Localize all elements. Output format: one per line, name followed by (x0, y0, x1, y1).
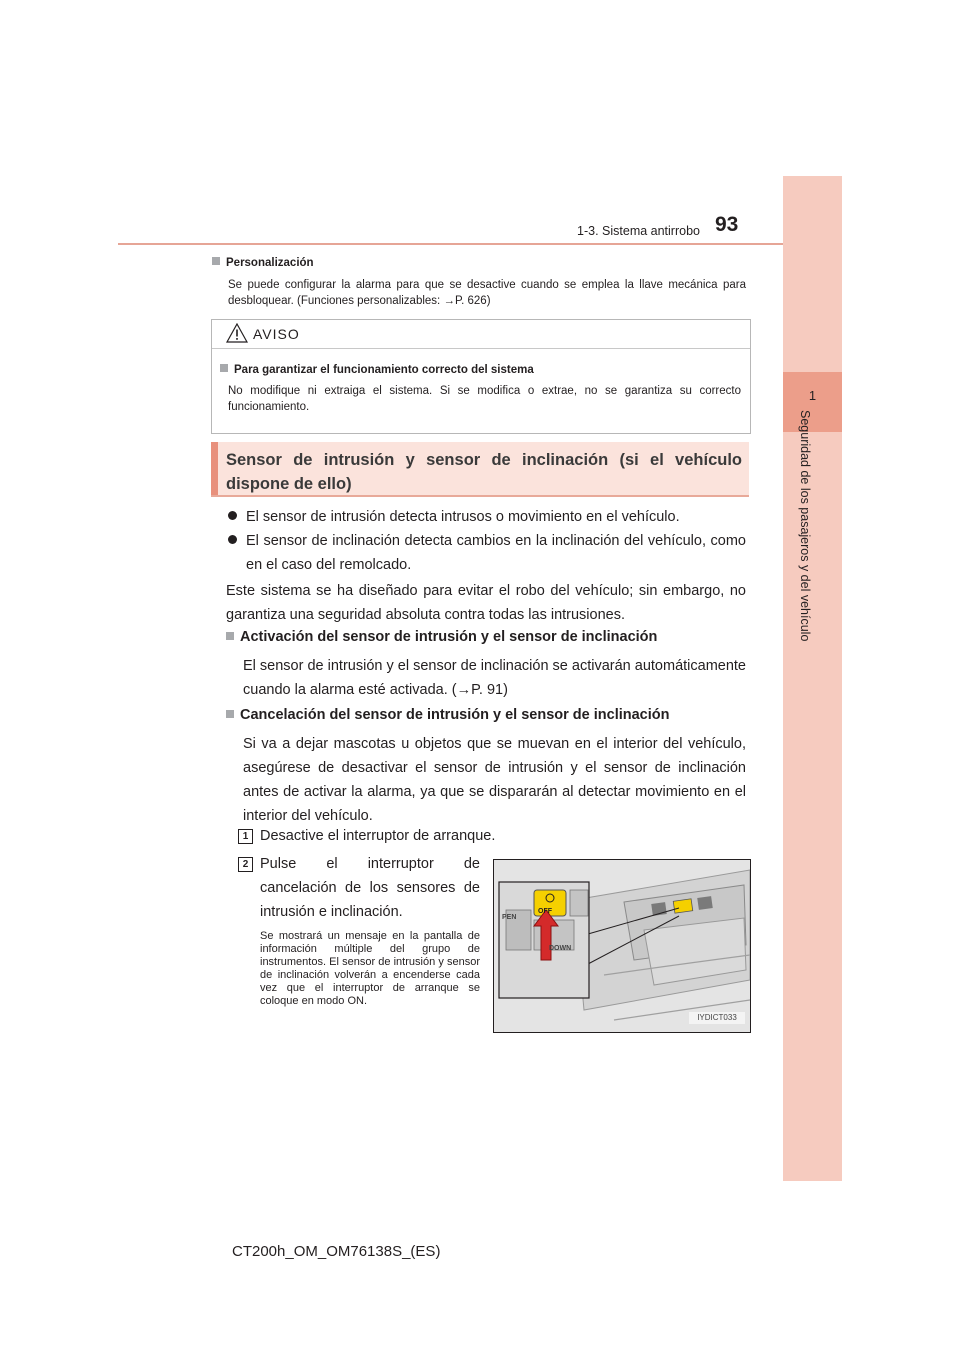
intro-paragraph: Este sistema se ha diseñado para evitar el robo del vehículo; sin embargo, no garantiza una seguridad absoluta contra todas las intrusiones. (226, 583, 746, 623)
step-number-2: 2 (238, 857, 253, 872)
square-bullet-icon (226, 632, 234, 640)
chapter-sideband (783, 176, 842, 1181)
aviso-divider (212, 348, 750, 349)
personalizacion-heading: Personalización (212, 257, 314, 269)
list-item: El sensor de inclinación detecta cambios en la inclinación del vehículo, como en el caso del remolcado. (228, 529, 746, 577)
bullet-dot-icon (228, 535, 237, 544)
step-1-text: Desactive el interruptor de arranque. (260, 828, 496, 844)
section-header: 1-3. Sistema antirrobo (577, 224, 700, 238)
personalizacion-text: Se puede configurar la alarma para que se desactive cuando se emplea la llave mecánica para desbloquear. (Funciones personalizables: →P. 626) (228, 279, 746, 307)
activation-heading: Activación del sensor de intrusión y el sensor de inclinación (226, 629, 657, 645)
open-label: PEN (502, 914, 517, 921)
warning-triangle-icon (226, 323, 248, 348)
off-button-label: OFF (538, 908, 552, 915)
square-bullet-icon (212, 257, 220, 265)
cancel-text: Si va a dejar mascotas u objetos que se muevan en el interior del vehículo, asegúrese de desactivar el sensor de intrusión y el sensor de inclinación antes de activar la alarma, ya que se dispararán al detectar movimiento en el interior del vehículo. (243, 736, 746, 824)
bullet-dot-icon (228, 511, 237, 520)
step-2-note: Se mostrará un mensaje en la pantalla de información múltiple del grupo de instrumentos. El sensor de intrusión y sensor de inclinación volverán a encenderse cada vez que el interruptor de arranque se coloque en modo ON. (260, 930, 480, 1007)
activation-text: El sensor de intrusión y el sensor de inclinación se activarán automáticamente cuando la alarma esté activada. (→P. 91) (243, 658, 746, 698)
step-2-text: Pulse el interruptor de cancelación de los sensores de intrusión e inclinación. (260, 856, 480, 920)
step-number-1: 1 (238, 829, 253, 844)
header-rule (118, 243, 842, 245)
aviso-heading: Para garantizar el funcionamiento correcto del sistema (220, 364, 534, 376)
overhead-console-figure (493, 859, 751, 1033)
list-item: El sensor de intrusión detecta intrusos o movimiento en el vehículo. (228, 505, 746, 529)
chapter-number: 1 (808, 388, 817, 403)
section-title-bar (211, 442, 218, 496)
chapter-title: Seguridad de los pasajeros y del vehículo (798, 410, 812, 642)
page-number: 93 (715, 213, 739, 236)
aviso-text: No modifique ni extraiga el sistema. Si se modifica o extrae, no se garantiza su correcto funcionamiento. (228, 385, 741, 413)
figure-code: IYDICT033 (689, 1012, 745, 1024)
aviso-title: AVISO (253, 326, 300, 342)
section-title: Sensor de intrusión y sensor de inclinación (si el vehículo dispone de ello) (226, 451, 742, 493)
square-bullet-icon (226, 710, 234, 718)
square-bullet-icon (220, 364, 228, 372)
overhead-console-drawing (494, 860, 750, 1032)
down-label: DOWN (549, 945, 572, 952)
document-code: CT200h_OM_OM76138S_(ES) (232, 1243, 441, 1260)
cancel-heading: Cancelación del sensor de intrusión y el sensor de inclinación (226, 707, 670, 723)
